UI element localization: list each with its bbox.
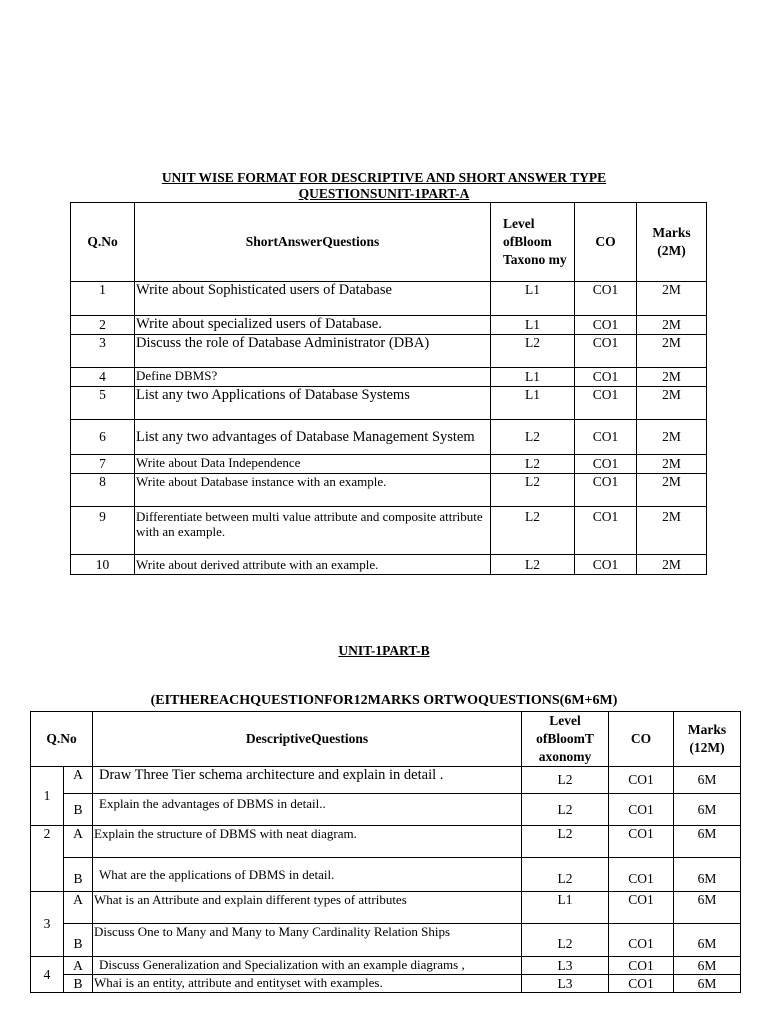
row-question: Whai is an entity, attribute and entityset with examples.: [93, 975, 522, 993]
row-question: Draw Three Tier schema architecture and explain in detail .: [93, 767, 522, 794]
row-question: Discuss the role of Database Administrator (DBA): [135, 335, 491, 368]
row-question: Explain the advantages of DBMS in detail..: [93, 794, 522, 826]
table-row: [31, 767, 741, 794]
row-number: 7: [71, 455, 135, 474]
row-co: CO1: [575, 507, 637, 555]
row-level: L2: [522, 794, 609, 826]
header-qno: Q.No: [71, 203, 135, 282]
row-sub: A: [64, 957, 93, 975]
table-row: [31, 826, 741, 858]
title-line-2: QUESTIONSUNIT-1PART-A: [298, 186, 470, 201]
row-marks: 2M: [637, 474, 707, 507]
table-row: [71, 368, 707, 387]
table-row: [31, 957, 741, 975]
header-question: ShortAnswerQuestions: [135, 203, 491, 282]
row-co: CO1: [575, 282, 637, 316]
row-number: 3: [71, 335, 135, 368]
title-line-1: UNIT WISE FORMAT FOR DESCRIPTIVE AND SHORT ANSWER TYPE: [161, 170, 607, 185]
row-co: CO1: [609, 794, 674, 826]
row-marks: 6M: [674, 924, 741, 957]
row-level: L2: [491, 455, 575, 474]
row-sub: B: [64, 858, 93, 892]
table-row: [71, 316, 707, 335]
header-level: Level ofBloomT axonomy: [522, 712, 609, 767]
row-question: Define DBMS?: [135, 368, 491, 387]
row-marks: 6M: [674, 826, 741, 858]
row-marks: 6M: [674, 957, 741, 975]
row-marks: 2M: [637, 282, 707, 316]
row-question: Write about Sophisticated users of Database: [135, 282, 491, 316]
row-co: CO1: [575, 455, 637, 474]
row-number: 2: [31, 826, 64, 858]
row-level: L2: [491, 335, 575, 368]
row-sub: B: [64, 924, 93, 957]
row-marks: 2M: [637, 368, 707, 387]
row-number: 1: [31, 767, 64, 826]
row-co: CO1: [609, 767, 674, 794]
row-marks: 2M: [637, 316, 707, 335]
row-level: L2: [491, 555, 575, 575]
table-row: [31, 892, 741, 924]
row-number: 9: [71, 507, 135, 555]
row-marks: 2M: [637, 335, 707, 368]
table-row: [31, 924, 741, 957]
row-sub: A: [64, 892, 93, 924]
table-row: [71, 555, 707, 575]
row-number: [31, 858, 64, 892]
row-question: Differentiate between multi value attribute and composite attribute with an example.: [135, 507, 491, 555]
row-level: L1: [491, 316, 575, 335]
header-co: CO: [575, 203, 637, 282]
row-level: L1: [491, 368, 575, 387]
row-co: CO1: [575, 420, 637, 455]
row-number: 10: [71, 555, 135, 575]
part-b-subtitle: (EITHEREACHQUESTIONFOR12MARKS ORTWOQUESTIONS(6M+6M): [150, 693, 618, 708]
table-row: [71, 474, 707, 507]
row-co: CO1: [609, 975, 674, 993]
row-sub: B: [64, 794, 93, 826]
row-level: L2: [491, 420, 575, 455]
table-row: [31, 794, 741, 826]
row-co: CO1: [575, 555, 637, 575]
row-co: CO1: [575, 335, 637, 368]
row-marks: 2M: [637, 455, 707, 474]
row-question: Discuss One to Many and Many to Many Cardinality Relation Ships: [93, 924, 522, 957]
row-question: Write about specialized users of Database.: [135, 316, 491, 335]
table-row: [71, 455, 707, 474]
table-row: [71, 282, 707, 316]
row-marks: 6M: [674, 794, 741, 826]
row-question: Write about derived attribute with an example.: [135, 555, 491, 575]
row-co: CO1: [609, 957, 674, 975]
row-marks: 2M: [637, 507, 707, 555]
row-marks: 2M: [637, 420, 707, 455]
row-level: L2: [522, 826, 609, 858]
row-co: CO1: [609, 826, 674, 858]
row-level: L3: [522, 957, 609, 975]
row-number: 8: [71, 474, 135, 507]
header-marks: Marks (12M): [674, 712, 741, 767]
row-co: CO1: [609, 924, 674, 957]
row-marks: 6M: [674, 892, 741, 924]
row-co: CO1: [609, 892, 674, 924]
row-question: List any two Applications of Database Systems: [135, 387, 491, 420]
document-title: [0, 170, 768, 202]
row-question: Write about Database instance with an example.: [135, 474, 491, 507]
row-co: CO1: [575, 368, 637, 387]
row-co: CO1: [609, 858, 674, 892]
table-row: [71, 507, 707, 555]
row-level: L2: [491, 507, 575, 555]
header-level: [491, 203, 575, 282]
row-marks: 2M: [637, 555, 707, 575]
part-a-header-row: [71, 203, 707, 282]
header-marks: Marks (2M): [637, 203, 707, 282]
table-row: [71, 420, 707, 455]
row-level: L1: [491, 387, 575, 420]
row-number: 2: [71, 316, 135, 335]
row-question: Explain the structure of DBMS with neat diagram.: [93, 826, 522, 858]
row-sub: A: [64, 826, 93, 858]
row-marks: 2M: [637, 387, 707, 420]
row-question: Write about Data Independence: [135, 455, 491, 474]
table-row: [31, 858, 741, 892]
row-marks: 6M: [674, 975, 741, 993]
row-number: 5: [71, 387, 135, 420]
row-level: L1: [522, 892, 609, 924]
row-question: What is an Attribute and explain different types of attributes: [93, 892, 522, 924]
row-question: What are the applications of DBMS in detail.: [93, 858, 522, 892]
table-row: [71, 335, 707, 368]
row-question: List any two advantages of Database Management System: [135, 420, 491, 455]
row-number: 3: [31, 892, 64, 957]
row-number: 4: [31, 957, 64, 993]
row-question: Discuss Generalization and Specialization with an example diagrams ,: [93, 957, 522, 975]
row-level: L2: [491, 474, 575, 507]
row-number: 4: [71, 368, 135, 387]
header-question: DescriptiveQuestions: [93, 712, 522, 767]
row-level: L3: [522, 975, 609, 993]
row-co: CO1: [575, 474, 637, 507]
row-number: 6: [71, 420, 135, 455]
table-row: [71, 387, 707, 420]
header-qno: Q.No: [31, 712, 93, 767]
part-a-table: [70, 202, 707, 575]
row-co: CO1: [575, 316, 637, 335]
part-b-header-row: [31, 712, 741, 767]
row-marks: 6M: [674, 767, 741, 794]
row-level: L1: [491, 282, 575, 316]
row-level: L2: [522, 858, 609, 892]
row-level: L2: [522, 924, 609, 957]
row-marks: 6M: [674, 858, 741, 892]
row-sub: A: [64, 767, 93, 794]
row-number: 1: [71, 282, 135, 316]
header-co: CO: [609, 712, 674, 767]
row-level: L2: [522, 767, 609, 794]
part-b-table: [30, 711, 741, 993]
row-co: CO1: [575, 387, 637, 420]
row-sub: B: [64, 975, 93, 993]
part-b-title: UNIT-1PART-B: [338, 643, 430, 658]
header-level-text: Level ofBloom Taxono my: [503, 216, 567, 267]
table-row: [31, 975, 741, 993]
